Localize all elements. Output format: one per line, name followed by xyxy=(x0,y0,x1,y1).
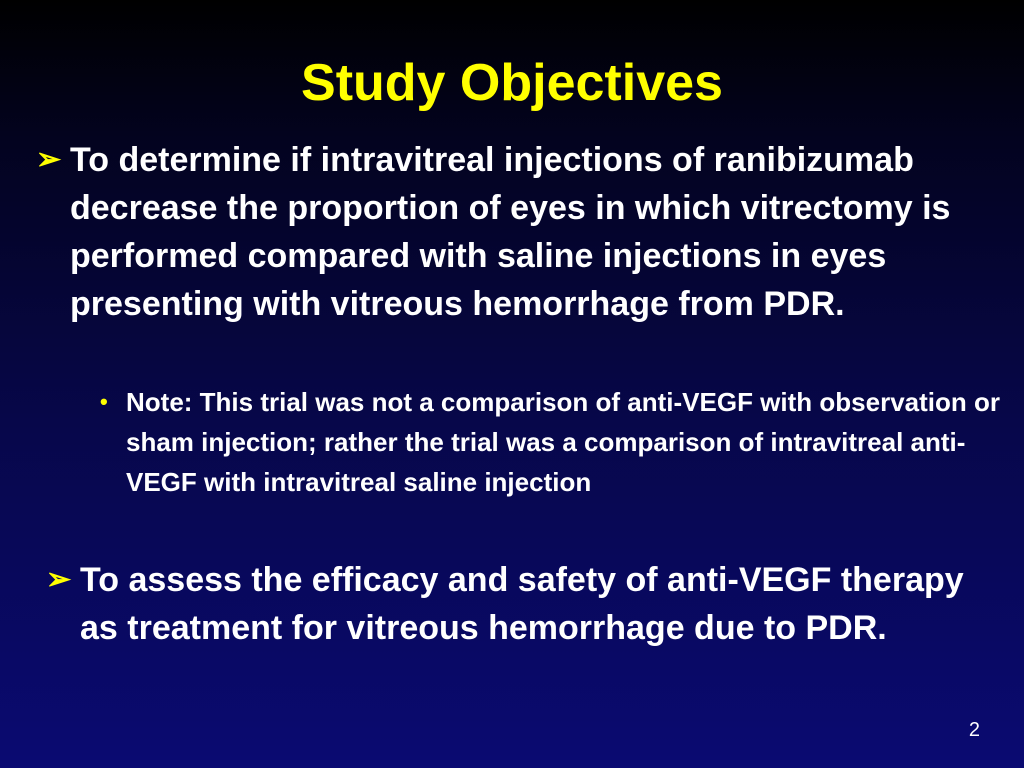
slide-title: Study Objectives xyxy=(301,54,723,112)
objective-text: To determine if intravitreal injections of ranibizumab decrease the proportion of eyes in which vitrectomy is performed compared with saline injections in eyes presenting with vitreous hemorrhage from PDR. xyxy=(70,141,951,323)
page-number: 2 xyxy=(968,719,980,741)
objective-text: To assess the efficacy and safety of anti-VEGF therapy as treatment for vitreous hemorrhage due to PDR. xyxy=(80,561,964,647)
arrowhead-bullet-icon: ➢ xyxy=(46,563,72,596)
objective-item xyxy=(36,136,1016,328)
round-bullet-icon: • xyxy=(100,389,108,414)
note-text: Note: This trial was not a comparison of anti-VEGF with observation or sham injection; rather the trial was a comparison of intravitreal anti-VEGF with intravitreal saline injection xyxy=(126,387,1000,497)
objective-item xyxy=(46,556,976,652)
arrowhead-bullet-icon: ➢ xyxy=(36,143,62,176)
note-item xyxy=(100,382,1018,502)
